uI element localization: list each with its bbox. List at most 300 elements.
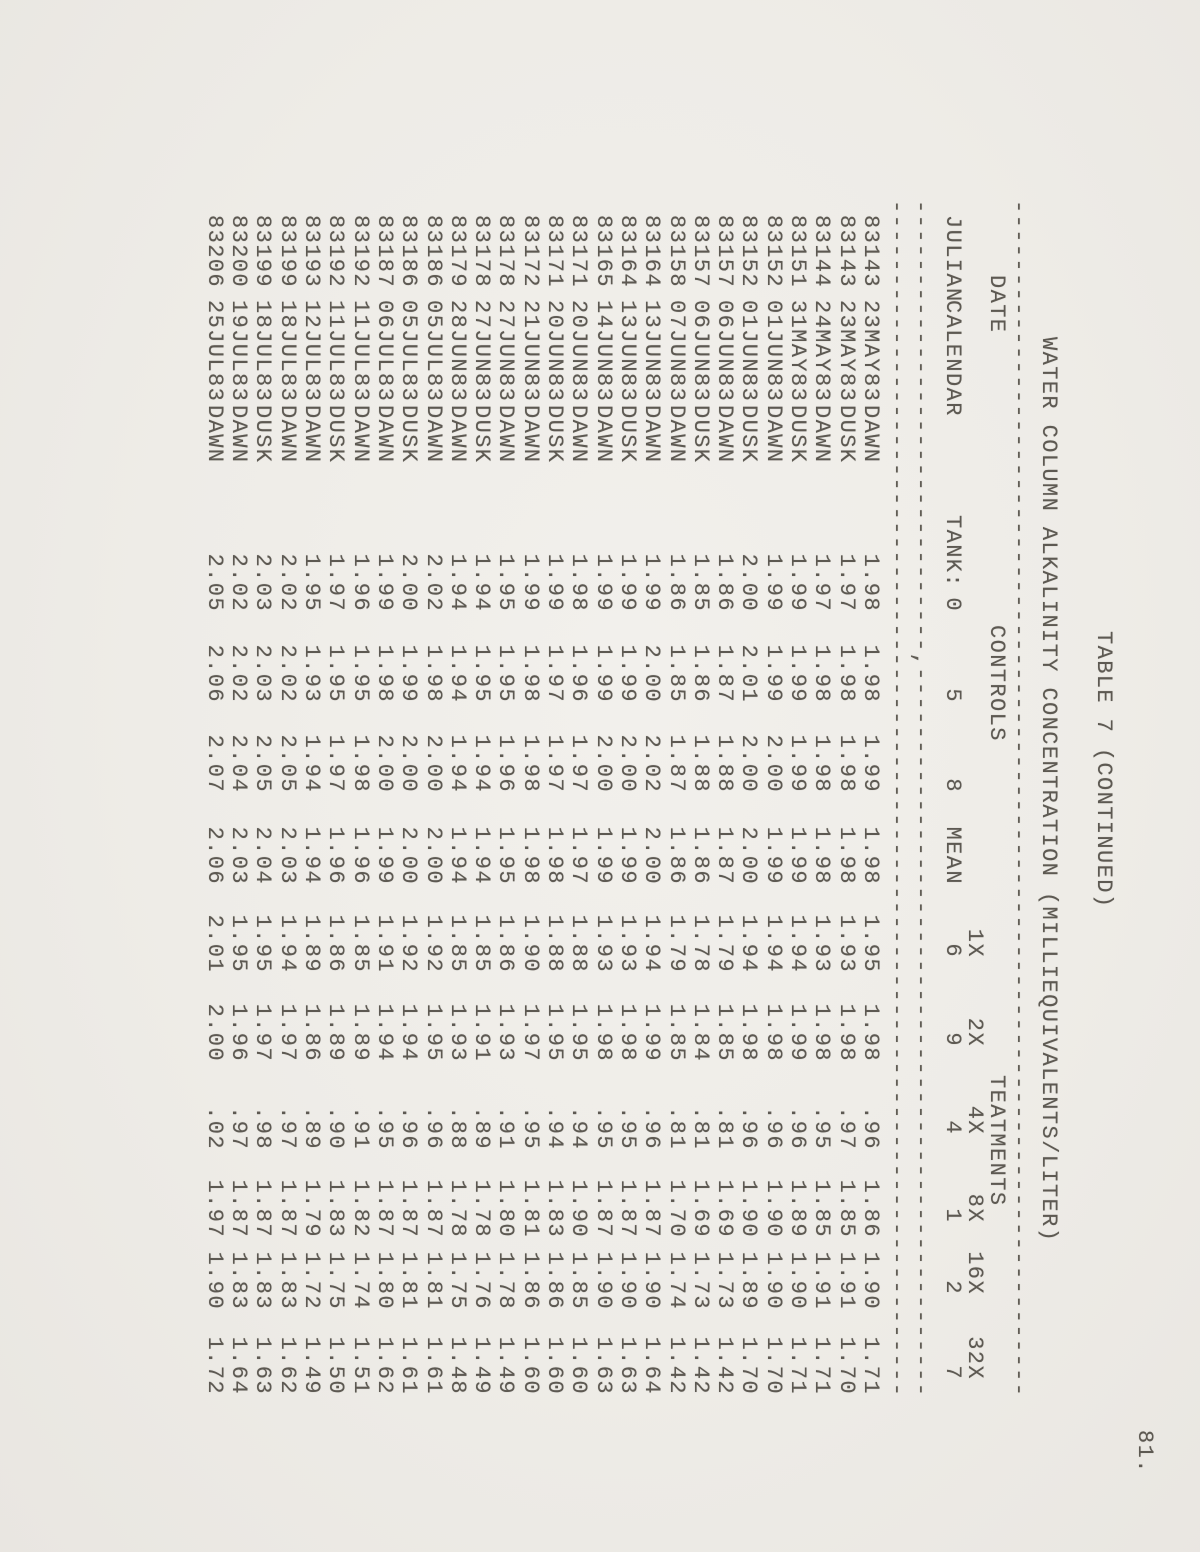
cell-tank8: 1.88 xyxy=(687,734,713,793)
cell-2x: 1.98 xyxy=(760,1003,786,1062)
cell-8x: 1.78 xyxy=(444,1179,470,1238)
cell-4x: .91 xyxy=(347,1106,373,1150)
group-controls: CONTROLS xyxy=(984,625,1009,742)
cell-tank8: 2.00 xyxy=(615,734,640,793)
col-header-julian: JULIAN xyxy=(940,215,965,303)
tank-number-32x: 7 xyxy=(940,1365,965,1380)
table-row xyxy=(664,0,688,1552)
tank-number-1x: 6 xyxy=(940,943,965,958)
cell-2x: 1.96 xyxy=(226,1003,252,1062)
cell-mean: 2.03 xyxy=(226,826,252,885)
cell-julian: 83193 xyxy=(299,215,325,289)
cell-2x: 1.89 xyxy=(323,1003,349,1062)
tank-label: TANK: xyxy=(940,515,965,589)
cell-2x: 1.97 xyxy=(250,1003,276,1062)
cell-32x: 1.51 xyxy=(347,1336,373,1395)
table-row xyxy=(445,0,469,1552)
cell-4x: .95 xyxy=(372,1106,397,1150)
cell-period: DAWN xyxy=(347,405,373,464)
cell-tank8: 2.04 xyxy=(226,734,252,793)
cell-1x: 1.92 xyxy=(420,914,446,973)
cell-8x: 1.80 xyxy=(493,1179,519,1238)
cell-mean: 1.86 xyxy=(663,826,689,885)
cell-tank0: 1.98 xyxy=(566,553,592,612)
cell-8x: 1.81 xyxy=(517,1179,543,1238)
cell-period: DAWN xyxy=(712,405,738,464)
cell-tank5: 1.98 xyxy=(833,644,859,703)
cell-mean: 1.87 xyxy=(712,826,738,885)
tank-number-4x: 4 xyxy=(940,1120,965,1135)
cell-2x: 1.95 xyxy=(566,1003,592,1062)
cell-2x: 1.94 xyxy=(396,1003,422,1062)
table-row xyxy=(421,0,445,1552)
cell-16x: 1.90 xyxy=(590,1251,616,1310)
cell-tank8: 2.00 xyxy=(736,734,762,793)
cell-tank5: 1.98 xyxy=(809,644,835,703)
cell-tank5: 1.94 xyxy=(444,644,470,703)
dose-header-line xyxy=(962,0,986,1552)
cell-32x: 1.49 xyxy=(469,1336,495,1395)
cell-32x: 1.71 xyxy=(809,1336,835,1395)
cell-2x: 1.84 xyxy=(687,1003,713,1062)
cell-period: DAWN xyxy=(201,405,227,464)
cell-1x: 1.93 xyxy=(590,914,616,973)
cell-mean: 1.98 xyxy=(858,826,883,885)
rule-mid-2: ---------------------------------------------------------------------------------- xyxy=(884,200,909,1398)
main-header-line xyxy=(940,0,964,1552)
cell-4x: .96 xyxy=(420,1106,446,1150)
cell-16x: 1.83 xyxy=(274,1251,300,1310)
table-row xyxy=(518,0,542,1552)
cell-32x: 1.42 xyxy=(712,1336,738,1395)
col-header-tank8: 8 xyxy=(940,778,965,793)
cell-period: DUSK xyxy=(396,405,422,464)
cell-1x: 1.88 xyxy=(566,914,592,973)
cell-tank0: 1.96 xyxy=(347,553,373,612)
cell-mean: 1.96 xyxy=(323,826,349,885)
cell-tank8: 1.88 xyxy=(712,734,738,793)
cell-tank0: 1.99 xyxy=(760,553,786,612)
cell-tank0: 1.86 xyxy=(663,553,689,612)
cell-1x: 1.85 xyxy=(469,914,495,973)
cell-8x: 1.87 xyxy=(274,1179,300,1238)
cell-mean: 1.97 xyxy=(566,826,592,885)
cell-8x: 1.69 xyxy=(712,1179,738,1238)
cell-tank0: 1.94 xyxy=(444,553,470,612)
cell-4x: .95 xyxy=(517,1106,543,1150)
cell-4x: .81 xyxy=(687,1106,713,1150)
cell-32x: 1.62 xyxy=(274,1336,300,1395)
cell-8x: 1.85 xyxy=(809,1179,835,1238)
cell-2x: 1.95 xyxy=(420,1003,446,1062)
cell-1x: 1.93 xyxy=(809,914,835,973)
col-header-2x: 2X xyxy=(962,1017,987,1047)
cell-julian: 83192 xyxy=(347,215,373,289)
cell-4x: .96 xyxy=(785,1106,811,1150)
cell-tank8: 2.00 xyxy=(420,734,446,793)
table-subtitle-line xyxy=(1036,0,1060,1552)
cell-julian: 83152 xyxy=(736,215,762,289)
cell-period: DUSK xyxy=(469,405,495,464)
cell-2x: 1.97 xyxy=(274,1003,300,1062)
cell-calendar: 31MAY83 xyxy=(785,300,811,403)
cell-julian: 83164 xyxy=(639,215,665,289)
table-row xyxy=(761,0,785,1552)
cell-1x: 1.94 xyxy=(760,914,786,973)
page-number-line xyxy=(1132,0,1156,1552)
cell-period: DAWN xyxy=(420,405,446,464)
cell-1x: 1.93 xyxy=(615,914,640,973)
cell-tank0: 1.97 xyxy=(323,553,349,612)
cell-16x: 1.90 xyxy=(760,1251,786,1310)
cell-calendar: 05JUL83 xyxy=(420,300,446,403)
col-header-1x: 1X xyxy=(962,928,987,958)
cell-4x: .97 xyxy=(226,1106,252,1150)
table-row xyxy=(202,0,226,1552)
col-header-calendar: CALENDAR xyxy=(940,300,965,417)
cell-period: DAWN xyxy=(274,405,300,464)
cell-tank8: 1.98 xyxy=(517,734,543,793)
cell-16x: 1.91 xyxy=(833,1251,859,1310)
cell-calendar: 06JUL83 xyxy=(372,300,397,403)
cell-16x: 1.90 xyxy=(639,1251,665,1310)
cell-16x: 1.76 xyxy=(469,1251,495,1310)
cell-4x: .81 xyxy=(712,1106,738,1150)
cell-8x: 1.90 xyxy=(566,1179,592,1238)
cell-8x: 1.87 xyxy=(639,1179,665,1238)
rule-mid-1: -------------------------------,-------------------------------------------------- xyxy=(908,200,933,1398)
cell-tank8: 1.98 xyxy=(833,734,859,793)
cell-2x: 1.85 xyxy=(712,1003,738,1062)
cell-mean: 2.06 xyxy=(201,826,227,885)
cell-tank0: 1.99 xyxy=(590,553,616,612)
cell-4x: .89 xyxy=(469,1106,495,1150)
table-row xyxy=(591,0,615,1552)
cell-tank0: 1.94 xyxy=(469,553,495,612)
cell-16x: 1.74 xyxy=(347,1251,373,1310)
cell-julian: 83151 xyxy=(785,215,811,289)
cell-1x: 1.85 xyxy=(347,914,373,973)
cell-tank0: 1.86 xyxy=(712,553,738,612)
table-row xyxy=(494,0,518,1552)
cell-16x: 1.90 xyxy=(615,1251,640,1310)
cell-period: DAWN xyxy=(566,405,592,464)
cell-32x: 1.50 xyxy=(323,1336,349,1395)
table-row xyxy=(299,0,323,1552)
cell-mean: 1.98 xyxy=(833,826,859,885)
cell-tank8: 2.05 xyxy=(274,734,300,793)
cell-tank5: 1.85 xyxy=(663,644,689,703)
table-row xyxy=(858,0,882,1552)
cell-1x: 2.01 xyxy=(201,914,227,973)
cell-calendar: 06JUN83 xyxy=(687,300,713,403)
cell-calendar: 27JUN83 xyxy=(469,300,495,403)
cell-4x: .96 xyxy=(736,1106,762,1150)
table-row xyxy=(688,0,712,1552)
cell-16x: 1.81 xyxy=(420,1251,446,1310)
cell-1x: 1.94 xyxy=(639,914,665,973)
cell-2x: 1.94 xyxy=(372,1003,397,1062)
cell-tank5: 1.99 xyxy=(396,644,422,703)
cell-julian: 83206 xyxy=(201,215,227,289)
cell-tank5: 1.93 xyxy=(299,644,325,703)
cell-tank0: 1.99 xyxy=(785,553,811,612)
tank-number-8x: 1 xyxy=(940,1208,965,1223)
cell-8x: 1.90 xyxy=(760,1179,786,1238)
cell-1x: 1.91 xyxy=(372,914,397,973)
cell-julian: 83199 xyxy=(250,215,276,289)
table-row xyxy=(469,0,493,1552)
cell-16x: 1.74 xyxy=(663,1251,689,1310)
col-header-8x: 8X xyxy=(962,1193,987,1223)
cell-32x: 1.42 xyxy=(687,1336,713,1395)
cell-8x: 1.87 xyxy=(372,1179,397,1238)
table-row xyxy=(226,0,250,1552)
cell-16x: 1.80 xyxy=(372,1251,397,1310)
cell-period: DUSK xyxy=(542,405,568,464)
cell-32x: 1.60 xyxy=(566,1336,592,1395)
cell-period: DUSK xyxy=(736,405,762,464)
cell-julian: 83172 xyxy=(517,215,543,289)
cell-tank0: 1.85 xyxy=(687,553,713,612)
cell-calendar: 20JUN83 xyxy=(542,300,568,403)
cell-calendar: 06JUN83 xyxy=(712,300,738,403)
cell-mean: 1.94 xyxy=(444,826,470,885)
cell-calendar: 20JUN83 xyxy=(566,300,592,403)
cell-16x: 1.85 xyxy=(566,1251,592,1310)
cell-16x: 1.83 xyxy=(250,1251,276,1310)
cell-tank0: 2.00 xyxy=(736,553,762,612)
cell-period: DUSK xyxy=(250,405,276,464)
cell-period: DUSK xyxy=(687,405,713,464)
cell-4x: .95 xyxy=(809,1106,835,1150)
cell-period: DAWN xyxy=(299,405,325,464)
col-header-32x: 32X xyxy=(962,1336,987,1380)
cell-julian: 83171 xyxy=(566,215,592,289)
cell-8x: 1.87 xyxy=(226,1179,252,1238)
cell-2x: 1.93 xyxy=(493,1003,519,1062)
cell-2x: 1.85 xyxy=(663,1003,689,1062)
cell-tank0: 2.00 xyxy=(396,553,422,612)
cell-tank0: 2.02 xyxy=(420,553,446,612)
cell-1x: 1.88 xyxy=(542,914,568,973)
cell-calendar: 11JUL83 xyxy=(347,300,373,403)
cell-mean: 1.96 xyxy=(347,826,373,885)
tank-number-2x: 9 xyxy=(940,1032,965,1047)
table-row xyxy=(785,0,809,1552)
cell-4x: .81 xyxy=(663,1106,689,1150)
cell-4x: .90 xyxy=(323,1106,349,1150)
cell-tank5: 1.98 xyxy=(420,644,446,703)
cell-1x: 1.86 xyxy=(493,914,519,973)
cell-julian: 83165 xyxy=(590,215,616,289)
cell-8x: 1.82 xyxy=(347,1179,373,1238)
cell-tank8: 1.96 xyxy=(493,734,519,793)
cell-tank8: 2.07 xyxy=(201,734,227,793)
cell-calendar: 24MAY83 xyxy=(809,300,835,403)
cell-32x: 1.42 xyxy=(663,1336,689,1395)
col-header-4x: 4X xyxy=(962,1105,987,1135)
cell-2x: 2.00 xyxy=(201,1003,227,1062)
cell-32x: 1.63 xyxy=(250,1336,276,1395)
cell-16x: 1.75 xyxy=(444,1251,470,1310)
cell-mean: 2.03 xyxy=(274,826,300,885)
cell-1x: 1.94 xyxy=(785,914,811,973)
table-row xyxy=(737,0,761,1552)
cell-tank0: 2.03 xyxy=(250,553,276,612)
cell-tank5: 1.99 xyxy=(785,644,811,703)
cell-32x: 1.64 xyxy=(639,1336,665,1395)
cell-8x: 1.69 xyxy=(687,1179,713,1238)
cell-tank8: 2.00 xyxy=(396,734,422,793)
group-date: DATE xyxy=(984,275,1009,334)
cell-tank5: 1.98 xyxy=(372,644,397,703)
cell-8x: 1.87 xyxy=(396,1179,422,1238)
cell-32x: 1.70 xyxy=(833,1336,859,1395)
cell-tank5: 1.95 xyxy=(469,644,495,703)
cell-1x: 1.94 xyxy=(736,914,762,973)
cell-mean: 1.86 xyxy=(687,826,713,885)
col-header-tank0: 0 xyxy=(940,597,965,612)
cell-tank8: 2.00 xyxy=(760,734,786,793)
cell-tank0: 1.99 xyxy=(517,553,543,612)
table-body xyxy=(201,0,883,1552)
table-row xyxy=(372,0,396,1552)
cell-32x: 1.60 xyxy=(517,1336,543,1395)
cell-2x: 1.91 xyxy=(469,1003,495,1062)
cell-calendar: 19JUL83 xyxy=(226,300,252,403)
cell-period: DAWN xyxy=(372,405,397,464)
cell-mean: 1.99 xyxy=(372,826,397,885)
cell-16x: 1.86 xyxy=(517,1251,543,1310)
cell-tank8: 1.94 xyxy=(444,734,470,793)
cell-julian: 83192 xyxy=(323,215,349,289)
cell-tank0: 1.98 xyxy=(858,553,883,612)
cell-16x: 1.83 xyxy=(226,1251,252,1310)
cell-2x: 1.98 xyxy=(736,1003,762,1062)
table-row xyxy=(396,0,420,1552)
cell-2x: 1.98 xyxy=(590,1003,616,1062)
cell-tank5: 1.99 xyxy=(615,644,640,703)
cell-4x: .94 xyxy=(566,1106,592,1150)
cell-1x: 1.95 xyxy=(858,914,883,973)
table-row xyxy=(566,0,590,1552)
cell-2x: 1.86 xyxy=(299,1003,325,1062)
table-row xyxy=(251,0,275,1552)
cell-8x: 1.79 xyxy=(299,1179,325,1238)
cell-16x: 1.73 xyxy=(687,1251,713,1310)
cell-period: DAWN xyxy=(590,405,616,464)
cell-calendar: 13JUN83 xyxy=(615,300,640,403)
cell-julian: 83152 xyxy=(760,215,786,289)
cell-tank8: 2.00 xyxy=(590,734,616,793)
cell-tank0: 1.97 xyxy=(833,553,859,612)
table-row xyxy=(323,0,347,1552)
cell-16x: 1.73 xyxy=(712,1251,738,1310)
cell-mean: 1.99 xyxy=(760,826,786,885)
cell-mean: 2.00 xyxy=(736,826,762,885)
cell-32x: 1.70 xyxy=(736,1336,762,1395)
cell-4x: .95 xyxy=(615,1106,640,1150)
cell-calendar: 21JUN83 xyxy=(517,300,543,403)
cell-calendar: 18JUL83 xyxy=(250,300,276,403)
table-row xyxy=(542,0,566,1552)
cell-mean: 1.98 xyxy=(517,826,543,885)
cell-4x: .96 xyxy=(396,1106,422,1150)
cell-mean: 2.04 xyxy=(250,826,276,885)
cell-2x: 1.93 xyxy=(444,1003,470,1062)
cell-4x: .96 xyxy=(639,1106,665,1150)
cell-1x: 1.94 xyxy=(274,914,300,973)
cell-8x: 1.87 xyxy=(615,1179,640,1238)
page-number: 81. xyxy=(1132,1430,1157,1474)
cell-period: DAWN xyxy=(663,405,689,464)
cell-tank0: 1.99 xyxy=(542,553,568,612)
cell-tank0: 1.95 xyxy=(493,553,519,612)
cell-2x: 1.98 xyxy=(858,1003,883,1062)
cell-calendar: 23MAY83 xyxy=(833,300,859,403)
cell-32x: 1.60 xyxy=(542,1336,568,1395)
cell-julian: 83187 xyxy=(372,215,397,289)
cell-julian: 83157 xyxy=(687,215,713,289)
cell-julian: 83171 xyxy=(542,215,568,289)
cell-2x: 1.99 xyxy=(785,1003,811,1062)
cell-32x: 1.49 xyxy=(299,1336,325,1395)
table-row xyxy=(348,0,372,1552)
cell-calendar: 12JUL83 xyxy=(299,300,325,403)
cell-32x: 1.62 xyxy=(372,1336,397,1395)
group-header-line xyxy=(984,0,1008,1552)
cell-1x: 1.95 xyxy=(250,914,276,973)
cell-mean: 1.95 xyxy=(493,826,519,885)
cell-tank5: 1.86 xyxy=(687,644,713,703)
cell-32x: 1.63 xyxy=(615,1336,640,1395)
cell-tank5: 2.00 xyxy=(639,644,665,703)
cell-tank5: 1.97 xyxy=(542,644,568,703)
cell-8x: 1.86 xyxy=(858,1179,883,1238)
cell-tank5: 2.02 xyxy=(274,644,300,703)
table-row xyxy=(275,0,299,1552)
cell-mean: 1.99 xyxy=(615,826,640,885)
cell-tank5: 1.99 xyxy=(590,644,616,703)
cell-period: DUSK xyxy=(785,405,811,464)
cell-period: DAWN xyxy=(517,405,543,464)
cell-4x: .94 xyxy=(542,1106,568,1150)
cell-julian: 83179 xyxy=(444,215,470,289)
cell-4x: .02 xyxy=(201,1106,227,1150)
cell-8x: 1.83 xyxy=(323,1179,349,1238)
cell-mean: 1.99 xyxy=(590,826,616,885)
cell-julian: 83144 xyxy=(809,215,835,289)
cell-8x: 1.87 xyxy=(590,1179,616,1238)
table-row xyxy=(712,0,736,1552)
cell-mean: 2.00 xyxy=(639,826,665,885)
cell-period: DAWN xyxy=(858,405,883,464)
cell-tank5: 1.99 xyxy=(760,644,786,703)
cell-4x: .98 xyxy=(250,1106,276,1150)
cell-tank5: 1.98 xyxy=(858,644,883,703)
cell-tank8: 2.05 xyxy=(250,734,276,793)
cell-16x: 1.89 xyxy=(736,1251,762,1310)
cell-tank5: 2.03 xyxy=(250,644,276,703)
cell-32x: 1.61 xyxy=(396,1336,422,1395)
cell-8x: 1.78 xyxy=(469,1179,495,1238)
cell-period: DAWN xyxy=(493,405,519,464)
cell-tank0: 2.02 xyxy=(274,553,300,612)
cell-julian: 83158 xyxy=(663,215,689,289)
cell-2x: 1.98 xyxy=(615,1003,640,1062)
cell-8x: 1.85 xyxy=(833,1179,859,1238)
